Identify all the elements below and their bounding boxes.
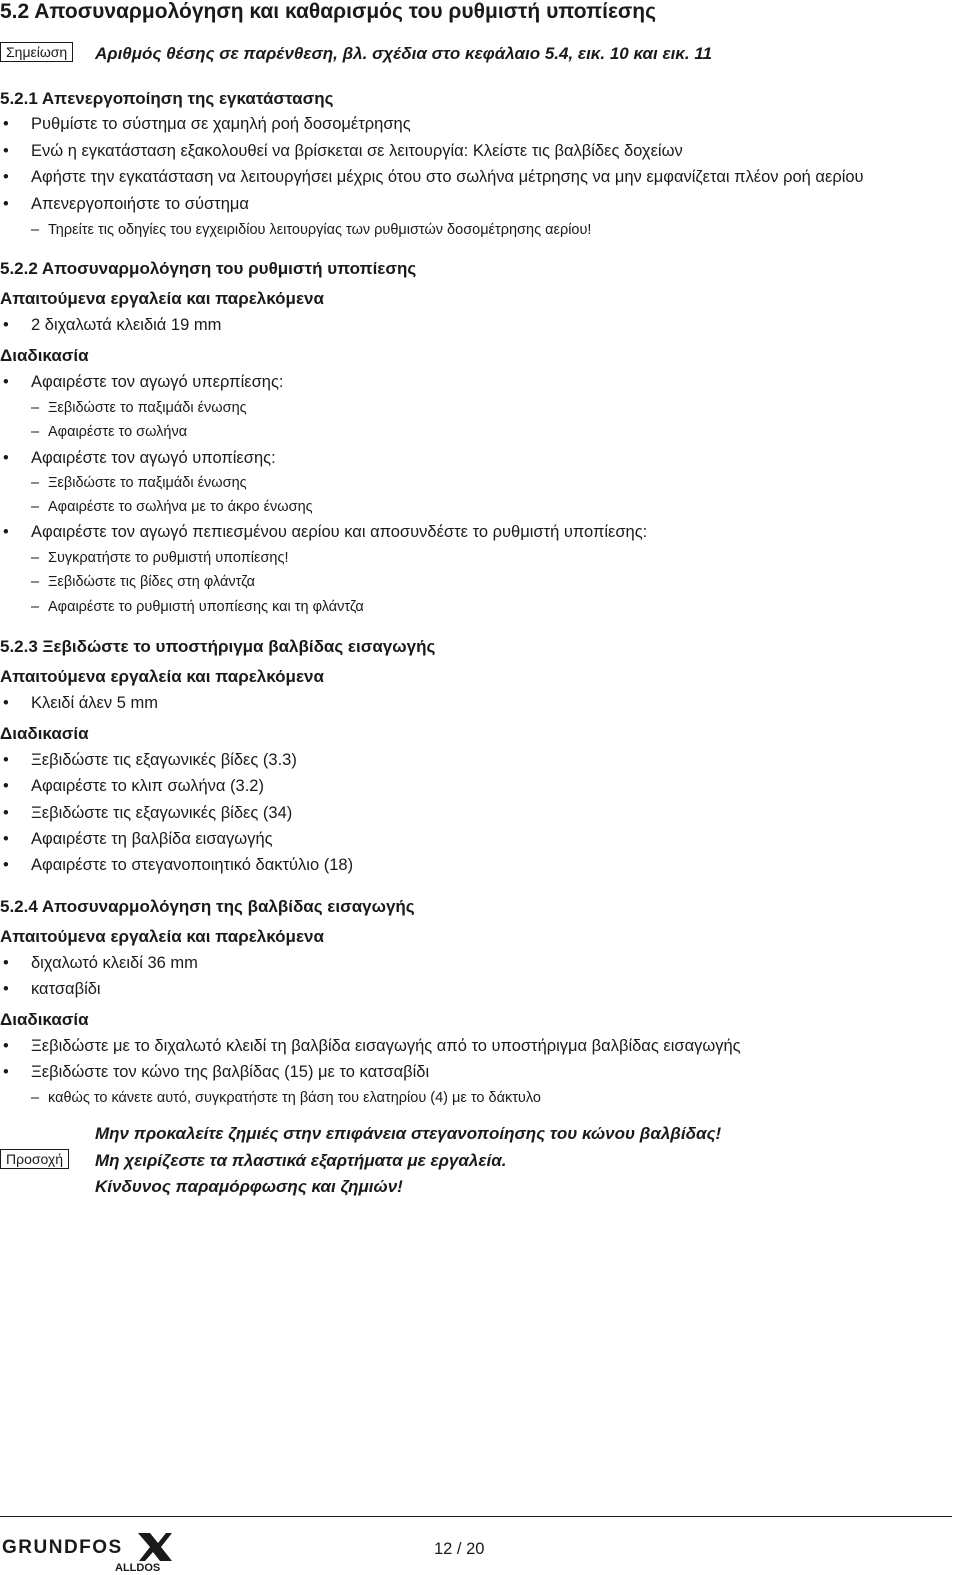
caution-label: Προσοχή (0, 1149, 69, 1169)
sub-brand-text: ALLDOS (115, 1562, 161, 1573)
footer-divider (0, 1516, 952, 1517)
page-number: 12 / 20 (434, 1540, 485, 1558)
brand-text: GRUNDFOS (2, 1537, 123, 1558)
grundfos-alldos-logo (2, 1531, 172, 1573)
note-label: Σημείωση (0, 42, 73, 62)
section-heading: 5.2 Αποσυναρμολόγηση και καθαρισμός του ρυθμιστή υποπίεσης (0, 0, 657, 23)
caution-line: Μη χειρίζεστε τα πλαστικά εξαρτήματα με εργαλεία. (95, 1151, 507, 1170)
brand-x-mark (138, 1533, 172, 1561)
tools-label: Απαιτούμενα εργαλεία και παρελκόμενα (0, 289, 324, 308)
subsection-title: 5.2.2 Αποσυναρμολόγηση του ρυθμιστή υποπίεσης (0, 259, 417, 278)
caution-line: Κίνδυνος παραμόρφωσης και ζημιών! (95, 1177, 403, 1196)
tools-label: Απαιτούμενα εργαλεία και παρελκόμενα (0, 667, 324, 686)
subsection-title: 5.2.1 Απενεργοποίηση της εγκατάστασης (0, 89, 334, 108)
caution-line: Μην προκαλείτε ζημιές στην επιφάνεια στεγανοποίησης του κώνου βαλβίδας! (95, 1124, 722, 1143)
tools-label: Απαιτούμενα εργαλεία και παρελκόμενα (0, 927, 324, 946)
note-text: Αριθμός θέσης σε παρένθεση, βλ. σχέδια στο κεφάλαιο 5.4, εικ. 10 και εικ. 11 (95, 44, 713, 63)
subsection-title: 5.2.3 Ξεβιδώστε το υποστήριγμα βαλβίδας εισαγωγής (0, 637, 436, 656)
procedure-label: Διαδικασία (0, 1010, 89, 1029)
procedure-label: Διαδικασία (0, 346, 89, 365)
procedure-label: Διαδικασία (0, 724, 89, 743)
subsection-title: 5.2.4 Αποσυναρμολόγηση της βαλβίδας εισαγωγής (0, 897, 415, 916)
